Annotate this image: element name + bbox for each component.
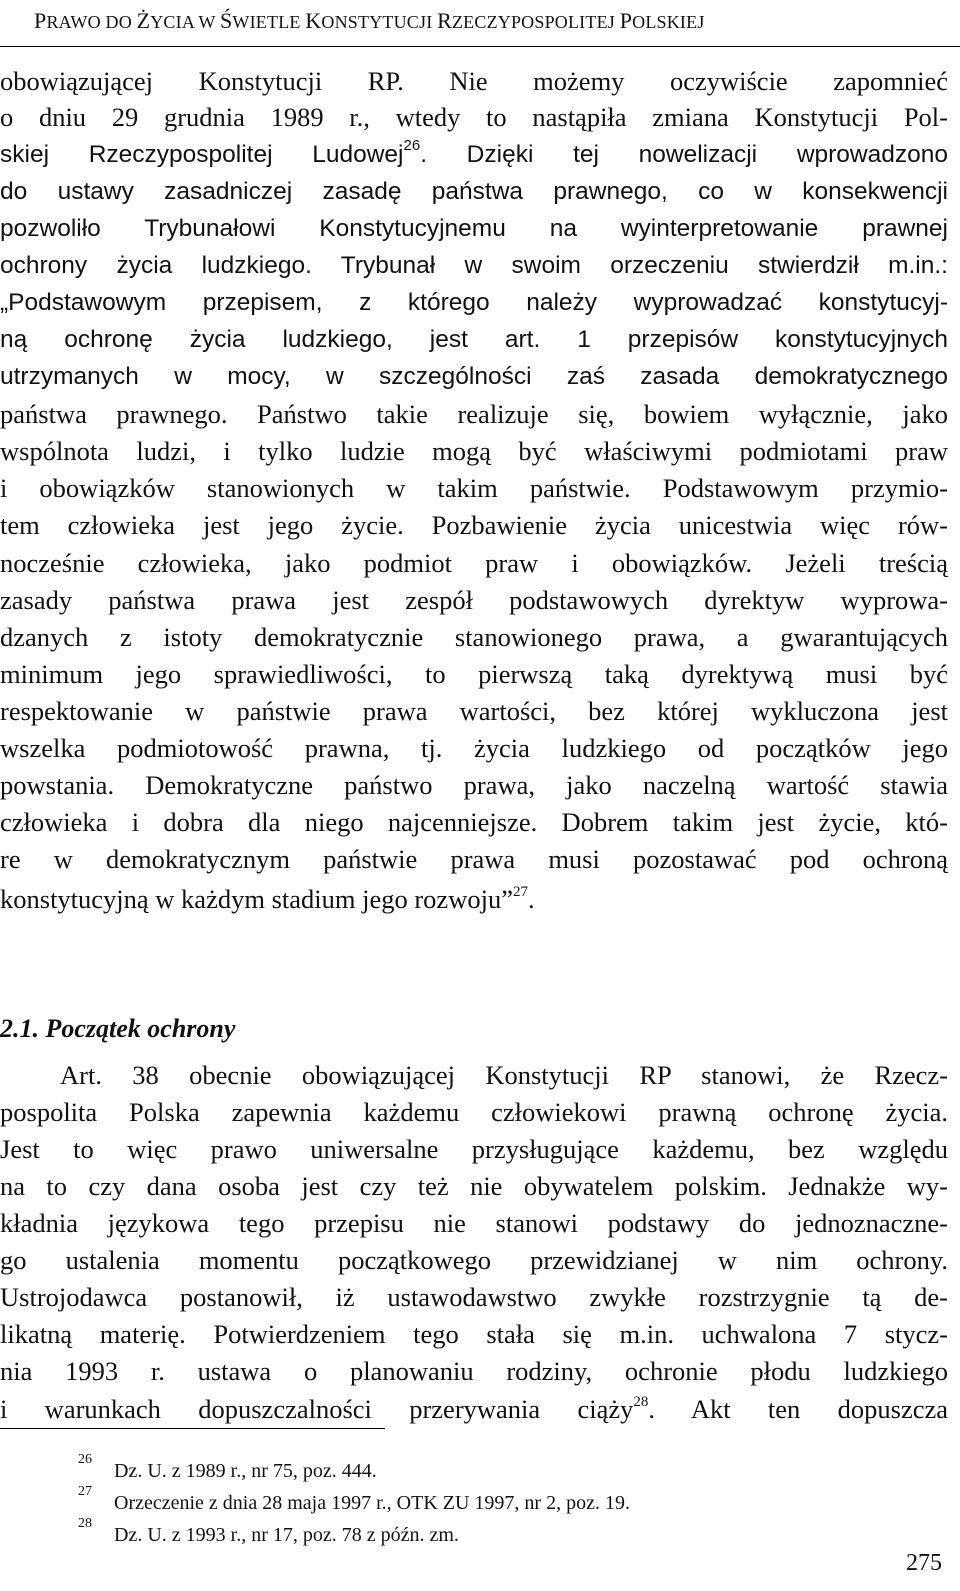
header-text: YCIA W: [150, 12, 220, 32]
footnote-number: 26: [78, 1452, 92, 1467]
body-line: Art. 38 obecnie obowiązującej Konstytucji RP stanowi, że Rzecz-: [60, 1060, 948, 1090]
body-line: ochrony życia ludzkiego. Trybunał w swoim orzeczeniu stwierdził m.in.:: [0, 252, 948, 279]
body-line: na to czy dana osoba jest czy też nie obywatelem polskim. Jednakże wy-: [0, 1171, 948, 1201]
footnote-text: Orzeczenie z dnia 28 maja 1997 r., OTK ZU 1997, nr 2, poz. 19.: [114, 1492, 630, 1514]
body-line: człowieka i dobra dla niego najcenniejsze. Dobrem takim jest życie, któ-: [0, 807, 948, 837]
header-text: WIETLE: [232, 12, 306, 32]
header-cap: Ś: [219, 8, 233, 33]
body-line: wszelka podmiotowość prawna, tj. życia ludzkiego od początków jego: [0, 733, 948, 763]
body-line: nia 1993 r. ustawa o planowaniu rodziny, ochronie płodu ludzkiego: [0, 1356, 948, 1386]
footnote-ref[interactable]: 27: [512, 884, 528, 900]
body-line: wspólnota ludzi, i tylko ludzie mogą być właściwymi podmiotami praw: [0, 436, 948, 466]
body-line: tem człowieka jest jego życie. Pozbawienie życia unicestwia więc rów-: [0, 510, 948, 540]
header-text: OLSKIEJ: [632, 12, 705, 32]
body-line: [0, 138, 948, 172]
body-text: .: [527, 884, 535, 914]
body-text: . Dzięki tej nowelizacji wprowadzono: [420, 141, 948, 168]
body-text: i warunkach dopuszczalności przerywania ciąży: [0, 1394, 634, 1424]
body-line: o dniu 29 grudnia 1989 r., wtedy to nastąpiła zmiana Konstytucji Pol-: [0, 102, 948, 132]
body-line: obowiązującej Konstytucji RP. Nie możemy oczywiście zapomnieć: [0, 66, 948, 96]
body-line: [0, 1392, 948, 1426]
body-line: go ustalenia momentu początkowego przewidzianej w nim ochrony.: [0, 1245, 948, 1275]
body-line: Jest to więc prawo uniwersalne przysługujące każdemu, bez względu: [0, 1134, 948, 1164]
body-line: respektowanie w państwie prawa wartości, bez której wykluczona jest: [0, 696, 948, 726]
body-text: skiej Rzeczypospolitej Ludowej: [0, 141, 404, 168]
body-line: pozwoliło Trybunałowi Konstytucyjnemu na wyinterpretowanie prawnej: [0, 215, 948, 242]
footnote-number: 28: [78, 1516, 92, 1531]
header-cap: Ż: [136, 8, 151, 33]
footnote-ref[interactable]: 28: [633, 1394, 649, 1410]
footnote-ref[interactable]: 26: [403, 137, 421, 154]
footnote-text: Dz. U. z 1993 r., nr 17, poz. 78 z późn. zm.: [114, 1524, 459, 1546]
body-line: Ustrojodawca postanowił, iż ustawodawstwo zwykłe rozstrzygnie tą de-: [0, 1282, 948, 1312]
body-line: „Podstawowym przepisem, z którego należy wyprowadzać konstytucyj-: [0, 289, 948, 316]
header-cap: P: [619, 8, 633, 33]
header-text: RAWO DO: [46, 12, 137, 32]
body-line: [0, 882, 948, 916]
body-line: państwa prawnego. Państwo takie realizuje się, bowiem wyłącznie, jako: [0, 399, 948, 429]
header-cap: K: [305, 8, 322, 33]
header-text: ONSTYTUCJI: [321, 12, 438, 32]
footnote-separator: [0, 1428, 385, 1429]
body-line: kładnia językowa tego przepisu nie stanowi podstawy do jednoznaczne-: [0, 1208, 948, 1238]
body-line: zasady państwa prawa jest zespół podstawowych dyrektyw wyprowa-: [0, 585, 948, 615]
footnote-text: Dz. U. z 1989 r., nr 75, poz. 444.: [114, 1460, 377, 1482]
header-text: ZECZYPOSPOLITEJ: [451, 12, 620, 32]
page-number: 275: [906, 1550, 942, 1576]
body-line: dzanych z istoty demokratycznie stanowionego prawa, a gwarantujących: [0, 622, 948, 652]
body-line: re w demokratycznym państwie prawa musi pozostawać pod ochroną: [0, 844, 948, 874]
running-header: [34, 8, 934, 34]
body-line: utrzymanych w mocy, w szczególności zaś zasada demokratycznego: [0, 363, 948, 390]
body-text: konstytucyjną w każdym stadium jego rozwoju”: [0, 884, 513, 914]
header-rule: [0, 46, 960, 47]
section-heading: 2.1. Początek ochrony: [0, 1014, 236, 1043]
body-line: i obowiązków stanowionych w takim państwie. Podstawowym przymio-: [0, 473, 948, 503]
body-text: . Akt ten dopuszcza: [648, 1394, 948, 1424]
body-line: powstania. Demokratyczne państwo prawa, jako naczelną wartość stawia: [0, 770, 948, 800]
body-line: ną ochronę życia ludzkiego, jest art. 1 przepisów konstytucyjnych: [0, 326, 948, 353]
header-cap: P: [34, 8, 47, 33]
body-line: likatną materię. Potwierdzeniem tego stała się m.in. uchwalona 7 stycz-: [0, 1319, 948, 1349]
footnote-number: 27: [78, 1484, 92, 1499]
body-line: pospolita Polska zapewnia każdemu człowiekowi prawną ochronę życia.: [0, 1097, 948, 1127]
body-line: do ustawy zasadniczej zasadę państwa prawnego, co w konsekwencji: [0, 178, 948, 205]
header-cap: R: [437, 8, 452, 33]
body-line: minimum jego sprawiedliwości, to pierwszą taką dyrektywą musi być: [0, 659, 948, 689]
body-line: nocześnie człowieka, jako podmiot praw i obowiązków. Jeżeli treścią: [0, 548, 948, 578]
